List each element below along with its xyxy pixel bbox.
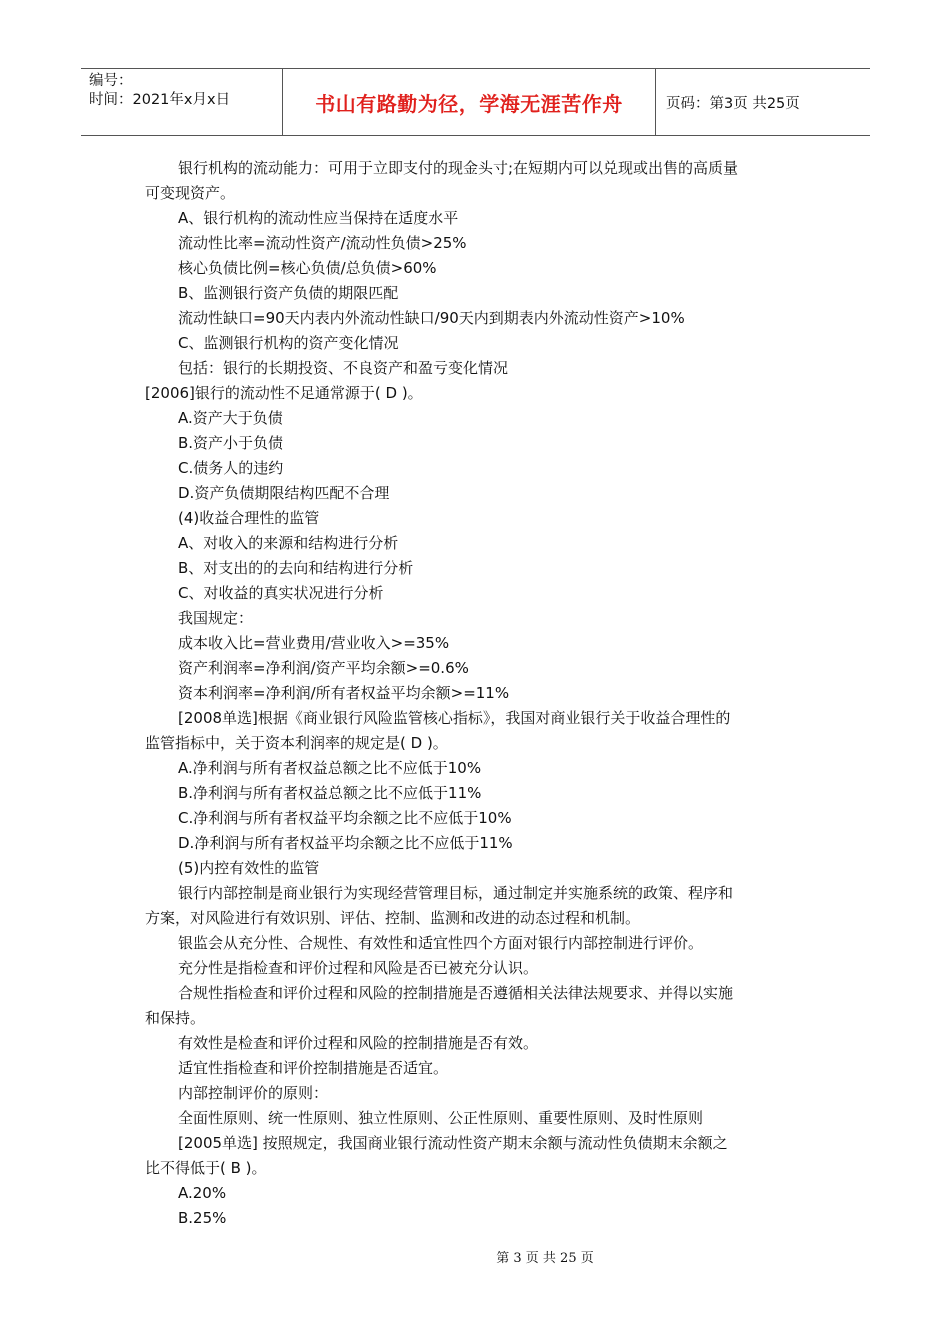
option-line: B.资产小于负债 [178,434,284,452]
body-line: 内部控制评价的原则： [178,1084,329,1102]
page-header [81,68,870,136]
body-line: 适宜性指检查和评价控制措施是否适宜。 [178,1059,449,1077]
body-line: 流动性比率=流动性资产/流动性负债>25% [178,234,467,252]
body-line: 方案，对风险进行有效识别、评估、控制、监测和改进的动态过程和机制。 [145,909,641,927]
body-line: 流动性缺口=90天内表内外流动性缺口/90天内到期表内外流动性资产>10% [178,309,685,327]
body-line: 我国规定： [178,609,254,627]
body-line: 全面性原则、统一性原则、独立性原则、公正性原则、重要性原则、及时性原则 [178,1109,704,1127]
body-line: C、对收益的真实状况进行分析 [178,584,384,602]
document-body [145,156,815,1231]
option-line: D.资产负债期限结构匹配不合理 [178,484,390,502]
body-line: 银监会从充分性、合规性、有效性和适宜性四个方面对银行内部控制进行评价。 [178,934,704,952]
section-heading: (5)内控有效性的监管 [178,859,320,877]
body-line: 资本利润率=净利润/所有者权益平均余额>=11% [178,684,510,702]
option-line: A.20% [178,1184,227,1202]
body-line: B、对支出的的去向和结构进行分析 [178,559,414,577]
body-line: 包括：银行的长期投资、不良资产和盈亏变化情况 [178,359,509,377]
option-line: A.资产大于负债 [178,409,283,427]
header-meta-cell [81,69,282,135]
document-number-label: 编号： [89,73,133,89]
header-motto: 书山有路勤为径，学海无涯苦作舟 [315,91,623,116]
header-page-code: 页码：第3页 共25页 [666,95,800,112]
option-line: B.25% [178,1209,227,1227]
body-line: 核心负债比例=核心负债/总负债>60% [178,259,437,277]
body-line: C、监测银行机构的资产变化情况 [178,334,399,352]
body-line: A、对收入的来源和结构进行分析 [178,534,399,552]
option-line: A.净利润与所有者权益总额之比不应低于10% [178,759,482,777]
option-line: C.净利润与所有者权益平均余额之比不应低于10% [178,809,512,827]
body-line: A、银行机构的流动性应当保持在适度水平 [178,209,459,227]
question-line: 比不得低于( B )。 [145,1159,267,1177]
question-line: [2005单选] 按照规定，我国商业银行流动性资产期末余额与流动性负债期末余额之 [178,1134,728,1152]
body-line: 银行内部控制是商业银行为实现经营管理目标，通过制定并实施系统的政策、程序和 [178,884,734,902]
body-line: 有效性是检查和评价过程和风险的控制措施是否有效。 [178,1034,539,1052]
body-line: 银行机构的流动能力：可用于立即支付的现金头寸;在短期内可以兑现或出售的高质量 [178,159,739,177]
body-line: 合规性指检查和评价过程和风险的控制措施是否遵循相关法律法规要求、并得以实施 [178,984,734,1002]
body-line: 和保持。 [145,1009,206,1027]
body-line: 充分性是指检查和评价过程和风险是否已被充分认识。 [178,959,539,977]
option-line: D.净利润与所有者权益平均余额之比不应低于11% [178,834,513,852]
question-line: [2008单选]根据《商业银行风险监管核心指标》，我国对商业银行关于收益合理性的 [178,709,731,727]
document-date-label: 时间：2021年x月x日 [89,92,231,108]
option-line: C.债务人的违约 [178,459,284,477]
body-line: 资产利润率=净利润/资产平均余额>=0.6% [178,659,469,677]
page-footer: 第 3 页 共 25 页 [496,1251,594,1266]
header-motto-cell [282,69,656,135]
header-page-cell [656,69,870,135]
option-line: B.净利润与所有者权益总额之比不应低于11% [178,784,482,802]
question-line: [2006]银行的流动性不足通常源于( D )。 [145,384,423,402]
section-heading: (4)收益合理性的监管 [178,509,320,527]
body-line: 可变现资产。 [145,184,236,202]
question-line: 监管指标中，关于资本利润率的规定是( D )。 [145,734,448,752]
body-line: 成本收入比=营业费用/营业收入>=35% [178,634,450,652]
body-line: B、监测银行资产负债的期限匹配 [178,284,399,302]
